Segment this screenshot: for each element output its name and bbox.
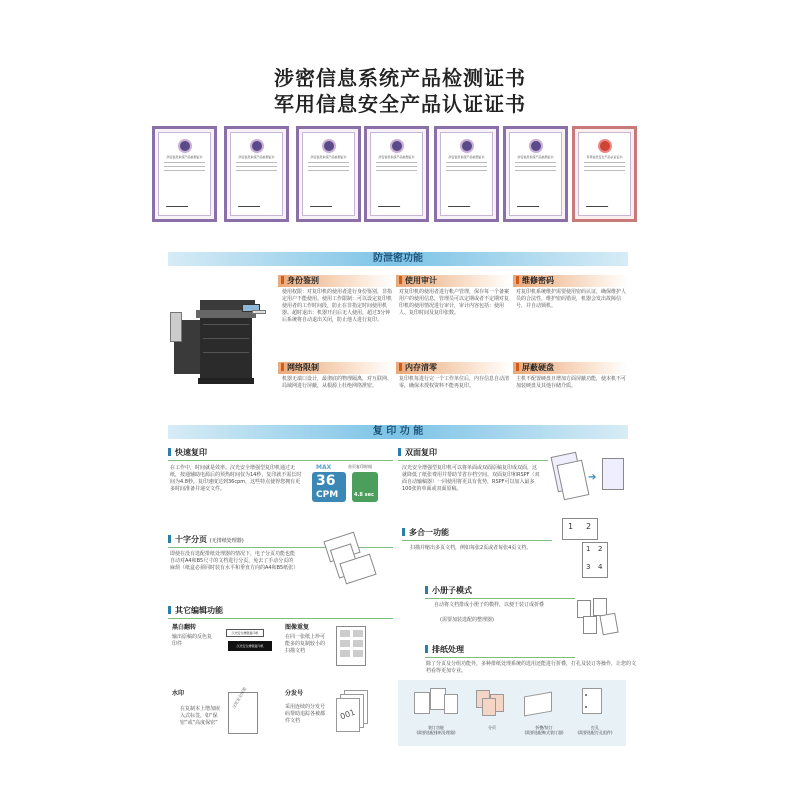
arrow-right-icon: ➔	[588, 472, 597, 483]
seal-icon	[529, 139, 543, 153]
certificate-title: 涉密信息系统产品检测证书	[448, 155, 485, 159]
heading-usage-audit: 使用审计	[396, 275, 511, 287]
certificate-6	[503, 126, 568, 222]
text-network-restrict: 机器无端口设计，最彻底的物理隔离，对互联网、局域网进行屏蔽，从根源上杜绝网络泄密。	[282, 376, 393, 389]
badge-first-copy-label: 首页复印时间	[348, 464, 372, 469]
heading-multi-up: 多合一功能	[402, 528, 552, 538]
label-image-repeat: 图像重复	[285, 624, 310, 631]
signature-icon	[517, 201, 541, 207]
text-cross-sort: 即使在没有选配排纸处理器的情况下，电子分页功能也能自动对A4和B5尺寸的文档进行分页，免去了手动分页的麻烦（纸盒必须同时装有水平和垂直方向的A4和B5纸张）	[170, 551, 299, 571]
label-distribution-number: 分发号	[285, 690, 304, 697]
note-booklet: (需要加装选配的整理器)	[440, 617, 494, 623]
certificate-2	[224, 126, 289, 222]
text-fast-copy: 在工作中，时间就是效率。汉光安全增强型复印机通过无纸，按通辅助电源后的预热时间仅为14秒，复印就不需长时间为4.8秒。复印速度达到36cpm，这些特点使得您拥有更多时间准备并递交文件。	[170, 465, 302, 492]
certificate-3	[296, 126, 361, 222]
invert-sample-normal: 汉光安全增强复印机	[226, 629, 264, 637]
text-hdd-shield: 主机不配置硬盘且增加方面屏蔽功能，使本机不可加装硬盘及其他存储介质。	[516, 376, 627, 389]
security-band	[168, 252, 628, 266]
signature-icon	[166, 201, 190, 207]
certificate-title: 涉密信息系统产品检测证书	[517, 155, 554, 159]
badge-first-copy-time: 4.8 sec	[354, 492, 374, 498]
seal-icon	[460, 139, 474, 153]
text-booklet: 自动将文档排成小册子的模样，以便于装订成折叠	[434, 602, 545, 608]
certificate-title: 涉密信息系统产品检测证书	[378, 155, 415, 159]
seal-icon	[322, 139, 336, 153]
page-title-line1: 涉密信息系统产品检测证书	[274, 66, 526, 90]
heading-memory-clear: 内存清零	[396, 362, 511, 374]
signature-icon	[310, 201, 334, 207]
distribution-number-icon	[334, 690, 374, 736]
certificate-1	[152, 126, 217, 222]
image-repeat-icon	[336, 626, 366, 666]
certificate-title: 军用信息安全产品认证证书	[586, 155, 623, 159]
badge-max: MAX	[316, 464, 332, 471]
badge-speed: 36	[316, 473, 336, 489]
heading-finishing: 排纸处理	[425, 645, 555, 655]
label-punch: 打孔 (需要选配打孔组件)	[577, 725, 613, 735]
copy-band-title: 复 印 功 能	[372, 426, 424, 437]
seal-icon	[390, 139, 404, 153]
label-sort: 分页	[488, 725, 496, 730]
text-duplex: 汉光安全增强型复印机可以将单面或双面原稿复印成双面，这就降低了纸张费用并帮助节省存档空间。双面复印和RSPF（双面自动输稿器）一同使用将更具有优势，RSPF可以加入最多100张的单面或双面原稿。	[402, 465, 540, 492]
label-invert: 黑白翻转	[172, 624, 197, 631]
text-maintenance-password: 对复印机系统维护需要使用密码认证，确保维护人员的合法性，维护密码错误，机器会发出故障信号，并自动锁机。	[516, 289, 627, 309]
label-fold-staple: 折叠/装订 (需要选配鞍式装订器)	[524, 725, 564, 735]
certificate-7	[572, 126, 637, 222]
distribution-number-stamp: 001	[338, 707, 357, 722]
certificate-title: 涉密信息系统产品检测证书	[238, 155, 275, 159]
badge-unit: CPM	[316, 490, 339, 500]
signature-icon	[586, 201, 610, 207]
seal-icon	[178, 139, 192, 153]
text-memory-clear: 复印机每进行完一个工作单位后，内存信息自动清零，确保未授权资料不能再复印。	[399, 376, 510, 389]
signature-icon	[448, 201, 472, 207]
text-distribution-number: 采用连续的分发号码帮助追踪各被都件文档	[285, 704, 326, 724]
heading-cross-sort: 十字分页 (无排纸处理器)	[168, 535, 388, 546]
heading-fast-copy: 快速复印	[168, 448, 388, 458]
fold-staple-icon	[524, 688, 558, 716]
copier-image	[170, 282, 275, 397]
seal-icon	[250, 139, 264, 153]
text-identity-auth: 使用权限：对复印机的使用者进行身份鉴别，非指定用户不能使用。使用工作限制：可以设定复印机使用者的工作时间段，防止在非指定时间使用机器。超时退出：机器开启后无人使用，超过3分钟后系统将自动退出关闭，防止他人进行复印。	[282, 289, 393, 323]
text-invert: 输出原稿的反色复印件	[172, 634, 213, 647]
certificate-5	[434, 126, 499, 222]
watermark-stamp: 汉光安全保密	[231, 686, 248, 710]
heading-duplex: 双面复印	[398, 448, 626, 458]
staple-icon	[414, 688, 458, 716]
heading-other-edit: 其它编辑功能	[168, 606, 388, 616]
text-usage-audit: 对复印机的使用者进行帐户管理，保存每一个备案用户的使用信息，管理员可以定期或者不定期对复印机的使用情况进行审计，审计内容包括：使用人、复印时间及复印张数。	[399, 289, 510, 316]
text-multi-up: 扫描并缩出多页文档，例如每张2页或者每张4页文档。	[410, 545, 532, 551]
watermark-page-icon	[228, 686, 258, 734]
heading-hdd-shield: 屏蔽硬盘	[513, 362, 628, 374]
cross-sort-paper-icon	[316, 528, 386, 598]
text-image-repeat: 在同一张纸上珍可能多的复制较小的扫描文档	[285, 634, 326, 654]
signature-icon	[238, 201, 262, 207]
heading-identity-auth: 身份鉴别	[278, 275, 393, 287]
page-title-line2: 军用信息安全产品认证证书	[274, 92, 526, 116]
speed-badge	[312, 462, 387, 507]
heading-maintenance-password: 维修密码	[513, 275, 628, 287]
duplex-illustration	[550, 450, 628, 510]
booklet-illustration	[575, 592, 625, 640]
certificate-title: 涉密信息系统产品检测证书	[166, 155, 203, 159]
finishing-panel	[398, 680, 626, 746]
punch-icon	[576, 688, 610, 716]
heading-booklet: 小册子模式	[425, 586, 555, 596]
certificate-title: 涉密信息系统产品检测证书	[310, 155, 347, 159]
security-band-title: 防泄密功能	[373, 253, 423, 264]
text-watermark: 在复制本上增加嵌入式标签，如“保密”或“高度保密”	[180, 706, 221, 726]
label-watermark: 水印	[172, 690, 185, 697]
heading-network-restrict: 网络限制	[278, 362, 393, 374]
signature-icon	[378, 201, 402, 207]
certificate-4	[364, 126, 429, 222]
invert-sample-reversed: 汉光安全增强复印机	[228, 641, 272, 651]
sort-icon	[476, 690, 510, 718]
seal-icon	[598, 139, 612, 153]
text-finishing: 除了分页及分组功能外，多种排纸处理系统的选用还能进行折叠，打孔及装订等操作，让您的文档看得更加专业。	[426, 661, 637, 674]
label-staple: 装订功能 (需要选配排纸处理器)	[416, 725, 456, 735]
copy-band	[168, 425, 628, 439]
multi-up-illustration: 1 2 1 2 3 4	[560, 512, 610, 572]
